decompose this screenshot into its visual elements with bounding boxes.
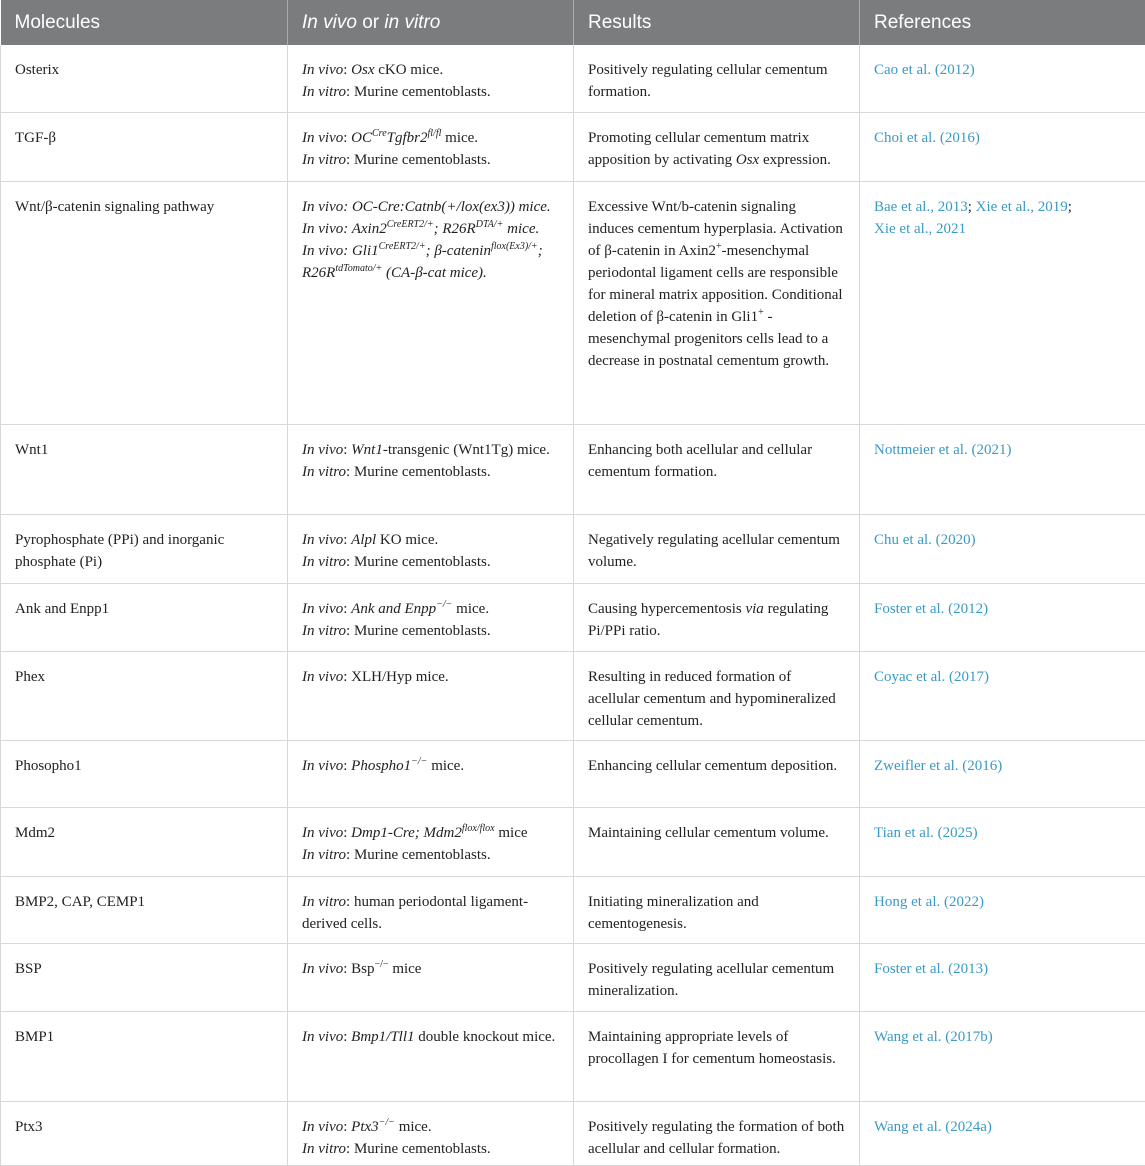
result-cell: Maintaining appropriate levels of procollagen I for cementum homeostasis. <box>574 1011 860 1101</box>
table-row <box>1 740 1145 807</box>
reference-link[interactable]: Nottmeier et al. (2021) <box>874 441 1012 458</box>
table-row <box>1 1101 1145 1165</box>
molecule-cell: Osterix <box>1 45 288 112</box>
result-cell: Enhancing cellular cementum deposition. <box>574 740 860 807</box>
reference-cell <box>860 740 1145 807</box>
result-cell: Positively regulating cellular cementum formation. <box>574 45 860 112</box>
molecule-cell: BMP1 <box>1 1011 288 1101</box>
reference-cell <box>860 807 1145 876</box>
molecule-cell: Mdm2 <box>1 807 288 876</box>
table-row <box>1 45 1145 112</box>
model-cell: In vivo: XLH/Hyp mice. <box>288 651 574 740</box>
reference-link[interactable]: Xie et al., 2021 <box>874 220 967 237</box>
model-cell: In vivo: Phospho1−/− mice. <box>288 740 574 807</box>
table-row <box>1 514 1145 583</box>
header-in-vivo-or-in-vitro: In vivo or in vitro <box>288 0 574 45</box>
model-cell: In vivo: Ank and Enpp−/− mice. In vitro: Murine cementoblasts. <box>288 583 574 651</box>
result-cell: Maintaining cellular cementum volume. <box>574 807 860 876</box>
reference-link[interactable]: Wang et al. (2017b) <box>874 1028 993 1045</box>
model-cell: In vivo: Dmp1-Cre; $Mdm2^{flox/flox}$ mice In vitro: Murine cementoblasts. <box>288 807 574 876</box>
molecule-cell: Wnt/β-catenin signaling pathway <box>1 181 288 424</box>
table-row <box>1 943 1145 1011</box>
reference-cell <box>860 45 1145 112</box>
model-cell: In vitro: human periodontal ligament-derived cells. <box>288 876 574 943</box>
molecule-cell: Ptx3 <box>1 1101 288 1165</box>
reference-cell <box>860 112 1145 181</box>
header-molecules: Molecules <box>1 0 288 45</box>
molecule-cell: Pyrophosphate (PPi) and inorganic phosphate (Pi) <box>1 514 288 583</box>
reference-cell <box>860 583 1145 651</box>
result-cell: Negatively regulating acellular cementum volume. <box>574 514 860 583</box>
reference-link[interactable]: Foster et al. (2012) <box>874 600 989 617</box>
reference-link[interactable]: Bae et al., 2013 <box>874 198 968 215</box>
table-row <box>1 1011 1145 1101</box>
molecule-cell: Phosopho1 <box>1 740 288 807</box>
reference-link[interactable]: Chu et al. (2020) <box>874 531 976 548</box>
model-cell: In vivo: OC-Cre:Catnb(+/lox(ex3)) mice. In vivo: $Axin2^{CreERT2/+}$; $R26R^{DTA/+}$ mice. In vivo: $Gli1^{CreERT2/+}$; β-catenin$^{flox(Ex3)/+}$; $R26R^{tdTomato/+}$ (CA-β-cat mice). <box>288 181 574 424</box>
reference-link[interactable]: Choi et al. (2016) <box>874 129 980 146</box>
header-results: Results <box>574 0 860 45</box>
table-row <box>1 807 1145 876</box>
reference-link[interactable]: Wang et al. (2024a) <box>874 1118 992 1135</box>
reference-cell <box>860 651 1145 740</box>
table-header-row <box>1 0 1145 45</box>
reference-cell <box>860 1011 1145 1101</box>
reference-link[interactable]: Coyac et al. (2017) <box>874 668 989 685</box>
result-cell: Positively regulating the formation of both acellular and cellular formation. <box>574 1101 860 1165</box>
molecule-cell: TGF-β <box>1 112 288 181</box>
molecule-cell: Phex <box>1 651 288 740</box>
table-row <box>1 112 1145 181</box>
reference-cell <box>860 514 1145 583</box>
reference-link[interactable]: Hong et al. (2022) <box>874 893 984 910</box>
model-cell: In vivo: Wnt1-transgenic (Wnt1Tg) mice. In vitro: Murine cementoblasts. <box>288 424 574 514</box>
result-cell: Initiating mineralization and cementogenesis. <box>574 876 860 943</box>
result-cell: Resulting in reduced formation of acellular cementum and hypomineralized cellular cementum. <box>574 651 860 740</box>
reference-link[interactable]: Zweifler et al. (2016) <box>874 757 1003 774</box>
result-cell: Enhancing both acellular and cellular cementum formation. <box>574 424 860 514</box>
reference-cell <box>860 943 1145 1011</box>
reference-link[interactable]: Cao et al. (2012) <box>874 62 975 78</box>
model-cell: In vivo: Bmp1/Tll1 double knockout mice. <box>288 1011 574 1101</box>
molecule-cell: Wnt1 <box>1 424 288 514</box>
reference-link[interactable]: Foster et al. (2013) <box>874 960 989 977</box>
reference-link[interactable]: Xie et al., 2019 <box>975 198 1068 215</box>
reference-cell <box>860 1101 1145 1165</box>
model-cell: In vivo: Ptx3−/− mice. In vitro: Murine cementoblasts. <box>288 1101 574 1165</box>
result-cell: Causing hypercementosis via regulating Pi/PPi ratio. <box>574 583 860 651</box>
table-row <box>1 651 1145 740</box>
reference-link[interactable]: Tian et al. (2025) <box>874 824 978 841</box>
table-row <box>1 424 1145 514</box>
result-cell: Excessive Wnt/b-catenin signaling induces cementum hyperplasia. Activation of β-catenin in Axin2+-mesenchymal periodontal ligament cells are responsible for mineral matrix apposition. Conditional deletion of β-catenin in Gli1+ -mesenchymal progenitors cells lead to a decrease in postnatal cementum growth. <box>574 181 860 424</box>
result-cell: Promoting cellular cementum matrix apposition by activating Osx expression. <box>574 112 860 181</box>
header-references: References <box>860 0 1145 45</box>
model-cell: In vivo: Bsp−/− mice <box>288 943 574 1011</box>
table-row <box>1 181 1145 424</box>
table-row <box>1 876 1145 943</box>
model-cell: In vivo: Alpl KO mice. In vitro: Murine cementoblasts. <box>288 514 574 583</box>
model-cell: In vivo: $OC^{Cre}Tgfbr2^{fl/fl}$ mice. In vitro: Murine cementoblasts. <box>288 112 574 181</box>
molecule-cell: BMP2, CAP, CEMP1 <box>1 876 288 943</box>
result-cell: Positively regulating acellular cementum mineralization. <box>574 943 860 1011</box>
table-row <box>1 583 1145 651</box>
model-cell: In vivo: Osx cKO mice. In vitro: Murine cementoblasts. <box>288 45 574 112</box>
molecule-cell: BSP <box>1 943 288 1011</box>
reference-cell <box>860 424 1145 514</box>
reference-cell <box>860 876 1145 943</box>
molecule-cell: Ank and Enpp1 <box>1 583 288 651</box>
reference-cell: Bae et al., 2013; Xie et al., 2019; Xie et al., 2021 <box>860 181 1145 424</box>
